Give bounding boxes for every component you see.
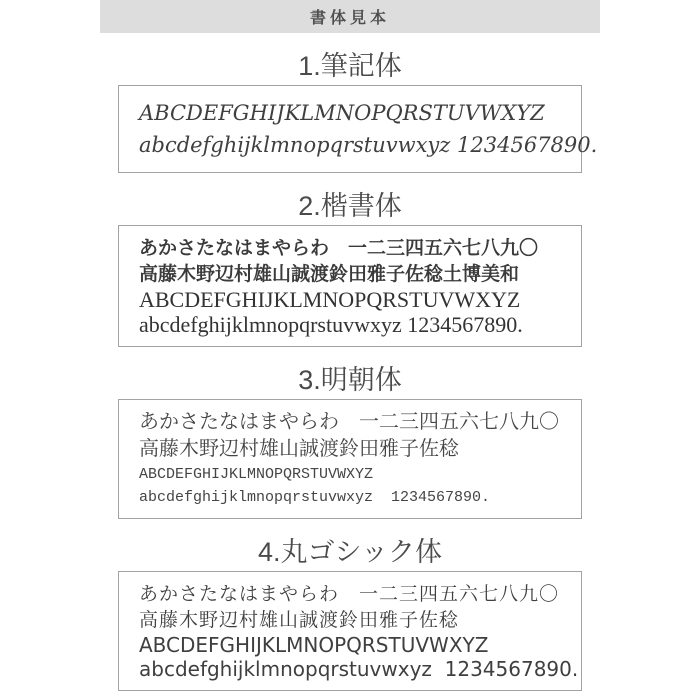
sample-box-script bbox=[118, 85, 598, 173]
section-heading-mincho: 3.明朝体 bbox=[298, 365, 402, 395]
sample-line-lowercase-numbers: abcdefghijklmnopqrstuvwxyz 1234567890. bbox=[139, 489, 491, 506]
header-bar bbox=[100, 0, 600, 33]
sample-line-uppercase: ABCDEFGHIJKLMNOPQRSTUVWXYZ bbox=[139, 101, 545, 125]
section-heading-script: 1.筆記体 bbox=[298, 51, 402, 81]
sample-line-lowercase-numbers: abcdefghijklmnopqrstuvwxyz 1234567890. bbox=[139, 657, 579, 681]
section-mincho bbox=[0, 361, 700, 519]
sample-line-uppercase: ABCDEFGHIJKLMNOPQRSTUVWXYZ bbox=[139, 466, 374, 483]
sample-box-maru-gothic bbox=[118, 571, 582, 691]
sample-line-kanji: 高藤木野辺村雄山誠渡鈴田雅子佐稔 bbox=[139, 609, 460, 631]
section-heading-maru-gothic: 4.丸ゴシック体 bbox=[258, 537, 442, 567]
section-kaisho bbox=[0, 187, 700, 347]
sample-box-mincho bbox=[118, 399, 582, 519]
sample-line-lowercase-numbers: abcdefghijklmnopqrstuvwxyz 1234567890. bbox=[139, 133, 598, 157]
sample-line-kana-numerals: あかさたなはまやらわ 一二三四五六七八九〇 bbox=[139, 583, 560, 605]
sample-line-lowercase-numbers: abcdefghijklmnopqrstuvwxyz 1234567890. bbox=[139, 312, 523, 337]
sample-box-kaisho bbox=[118, 225, 582, 347]
sample-line-kana-numerals: あかさたなはまやらわ 一二三四五六七八九〇 bbox=[139, 411, 559, 433]
section-script bbox=[0, 47, 700, 173]
section-heading-kaisho: 2.楷書体 bbox=[298, 191, 402, 221]
sample-line-kana-numerals: あかさたなはまやらわ 一二三四五六七八九〇 bbox=[139, 237, 539, 259]
page-title: 書体見本 bbox=[309, 10, 390, 27]
sample-line-uppercase: ABCDEFGHIJKLMNOPQRSTUVWXYZ bbox=[139, 633, 489, 657]
sample-line-kanji: 高藤木野辺村雄山誠渡鈴田雅子佐稔 bbox=[139, 438, 459, 460]
section-maru-gothic bbox=[0, 533, 700, 691]
sample-line-uppercase: ABCDEFGHIJKLMNOPQRSTUVWXYZ bbox=[139, 287, 521, 312]
sample-line-kanji: 高藤木野辺村雄山誠渡鈴田雅子佐稔土博美和 bbox=[139, 263, 520, 285]
